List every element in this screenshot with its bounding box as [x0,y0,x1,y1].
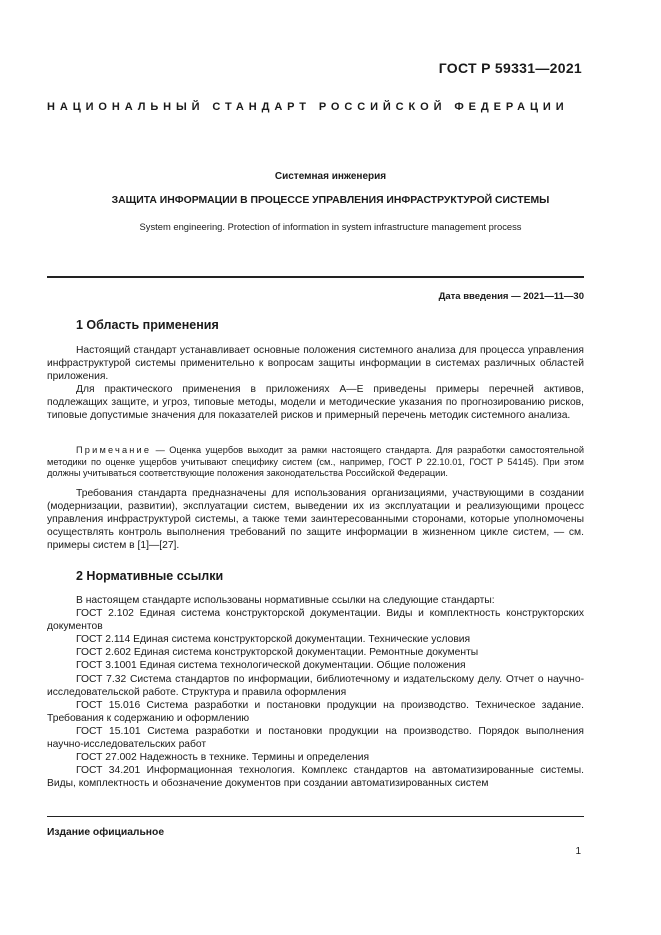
document-title: ЗАЩИТА ИНФОРМАЦИИ В ПРОЦЕССЕ УПРАВЛЕНИЯ ИНФРАСТРУКТУРОЙ СИСТЕМЫ [111,195,550,206]
section-2-body [47,594,584,790]
introduction-date: Дата введения — 2021—11—30 [438,291,584,302]
reference-item: ГОСТ 2.602 Единая система конструкторской документации. Ремонтные документы [76,647,479,659]
standard-code: ГОСТ Р 59331—2021 [438,60,582,76]
reference-item: ГОСТ 15.101 Система разработки и постановки продукции на производство. Порядок выполнения научно-исследовательских работ [47,725,584,751]
reference-item: ГОСТ 27.002 Надежность в технике. Термины и определения [76,752,370,764]
section-1-note [47,445,584,480]
note-text: — Оценка ущербов выходит за рамки настоящего стандарта. Для разработки самостоятельной методики по оценке ущербов учитывают специфику систем (см., например, ГОСТ Р 22.10.01, ГОСТ Р 54145). При этом должны учитываться соответствующие положения законодательства Российской Федерации. [47,445,584,479]
paragraph-text: Требования стандарта предназначены для использования организациями, участвующими в создании (модернизации, развитии), эксплуатации систем, выведении их из эксплуатации и реализующими процесс управления инфраструктурой системы, а также теми заинтересованными сторонами, которые уполномочены осуществлять контроль выполнения требований по защите информации в жизненном цикле систем, — см. примеры систем в [1]—[27]. [47,488,584,552]
section-2-heading: 2 Нормативные ссылки [76,569,224,583]
section-2-intro: В настоящем стандарте использованы нормативные ссылки на следующие стандарты: [76,595,495,606]
reference-item: ГОСТ 2.114 Единая система конструкторской документации. Технические условия [76,634,471,646]
paragraph-text: Для практического применения в приложениях А—Е приведены примеры перечней активов, подлежащих защите, и угроз, типовые методы, модели и методические указания по прогнозированию рисков, типовые допустимые значения для показателей рисков и примерный перечень методик системного анализа. [47,384,584,422]
header-divider [47,276,584,278]
section-1-paragraph-1 [47,344,584,383]
section-1-heading: 1 Область применения [76,318,219,332]
official-edition-label: Издание официальное [47,827,165,838]
section-1-paragraph-3 [47,487,584,552]
footer-divider [47,816,584,817]
reference-item: ГОСТ 7.32 Система стандартов по информации, библиотечному и издательскому делу. Отчет о научно-исследовательской работе. Структура и правила оформления [47,673,584,698]
section-1-paragraph-2 [47,383,584,422]
note-label: Примечание [76,445,152,455]
reference-item: ГОСТ 15.016 Система разработки и постановки продукции на производство. Техническое задание. Требования к содержанию и оформлению [47,699,584,724]
reference-item: ГОСТ 2.102 Единая система конструкторской документации. Виды и комплектность конструкторских документов [47,608,584,633]
document-subject: Системная инженерия [274,171,387,182]
standard-type-title: НАЦИОНАЛЬНЫЙ СТАНДАРТ РОССИЙСКОЙ ФЕДЕРАЦИИ [47,101,569,113]
page-number: 1 [575,846,581,857]
reference-item: ГОСТ 3.1001 Единая система технологической документации. Общие положения [76,660,466,672]
document-title-english: System engineering. Protection of information in system infrastructure management process [139,221,522,232]
paragraph-text: Настоящий стандарт устанавливает основные положения системного анализа для процесса управления инфраструктурой системы применительно к вопросам защиты информации в системах различных областей приложения. [47,345,584,383]
reference-item: ГОСТ 34.201 Информационная технология. Комплекс стандартов на автоматизированные системы. Виды, комплектность и обозначение документов при создании автоматизированных систем [47,765,584,790]
